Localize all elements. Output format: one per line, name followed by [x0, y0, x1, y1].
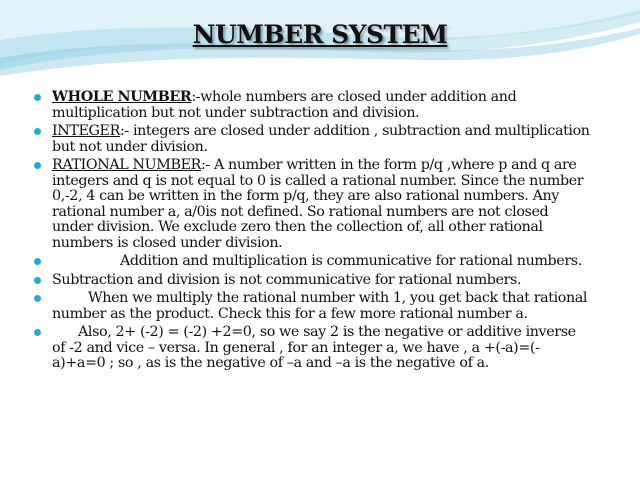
bullet-term: RATIONAL NUMBER — [52, 157, 201, 173]
bullet-term: INTEGER — [52, 123, 120, 139]
bullet-whole-number — [32, 90, 592, 121]
bullet-text: Also, 2+ (-2) = (-2) +2=0, so we say 2 is the negative or additive inverse of -2 and vice – versa. In general , for an integer a, we have , a +(-a)=(-a)+a=0 ; so , as is the negative of –a and –a is the negative of a. — [52, 324, 576, 371]
bullet-text: :- integers are closed under addition , subtraction and multiplication but not under division. — [52, 123, 590, 155]
bullet-dot-icon — [34, 258, 41, 265]
bullet-dot-icon — [34, 295, 41, 302]
bullet-dot-icon — [34, 128, 41, 135]
bullet-rational-number — [32, 158, 592, 251]
bullet-dot-icon — [34, 162, 41, 169]
bullet-dot-icon — [34, 329, 41, 336]
bullet-integer — [32, 124, 592, 155]
bullet-text: :-whole numbers are closed under addition and multiplication but not under subtraction and division. — [52, 89, 517, 121]
bullet-multiplicative-identity — [32, 291, 592, 322]
bullet-addition-commutative — [32, 254, 592, 270]
slide-title: NUMBER SYSTEM — [192, 20, 448, 49]
bullet-text: Addition and multiplication is communicative for rational numbers. — [120, 253, 582, 269]
bullet-dot-icon — [34, 277, 41, 284]
bullet-subtraction-not-commutative — [32, 273, 592, 289]
bullet-dot-icon — [34, 94, 41, 101]
bullet-text: Subtraction and division is not communicative for rational numbers. — [52, 271, 522, 288]
bullet-text: :- A number written in the form p/q ,where p and q are integers and q is not equal to 0 is called a rational number. Since the number 0,-2, 4 can be written in the form p/q, they are also rational numbers. Any rational number a, a/0is not defined. So rational numbers are not closed under division. We exclude zero then the collection of, all other rational numbers is closed under division. — [52, 157, 584, 251]
bullet-additive-inverse — [32, 325, 592, 372]
bullet-text: When we multiply the rational number with 1, you get back that rational number as the product. Check this for a few more rational number a. — [52, 290, 588, 322]
bullet-term: WHOLE NUMBER — [52, 89, 192, 105]
bullet-list — [32, 90, 592, 375]
